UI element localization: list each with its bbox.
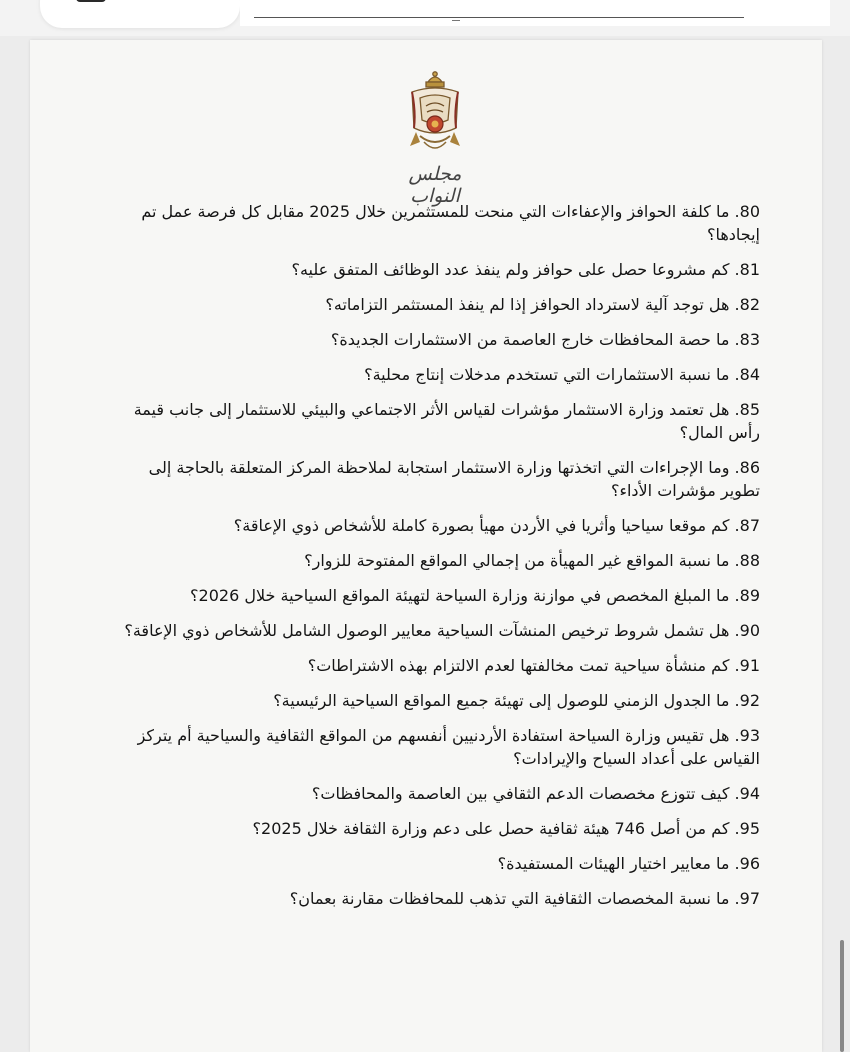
question-text: كيف تتوزع مخصصات الدعم الثقافي بين العاصمة والمحافظات؟ — [311, 784, 730, 803]
question-text: هل تقيس وزارة السياحة استفادة الأردنيين أنفسهم من المواقع الثقافية والسياحية أم يتركز القياس على أعداد السياح والإيرادات؟ — [137, 726, 760, 768]
question-item — [112, 293, 760, 316]
question-number: 89. — [734, 586, 760, 605]
toolbar-handle[interactable] — [76, 0, 106, 2]
page-rule-mark — [452, 20, 460, 21]
parliament-name: مجلس النواب — [408, 163, 462, 207]
question-text: كم مشروعا حصل على حوافز ولم ينفذ عدد الوظائف المتفق عليه؟ — [291, 260, 730, 279]
question-text: ما كلفة الحوافز والإعفاءات التي منحت للمستثمرين خلال 2025 مقابل كل فرصة عمل تم إيجادها؟ — [141, 202, 760, 244]
question-number: 83. — [734, 330, 760, 349]
question-item — [112, 258, 760, 281]
question-number: 94. — [734, 784, 760, 803]
question-item — [112, 887, 760, 910]
question-number: 90. — [734, 621, 760, 640]
question-item — [112, 549, 760, 572]
question-text: ما معايير اختيار الهيئات المستفيدة؟ — [497, 854, 730, 873]
question-item — [112, 200, 760, 246]
question-text: وما الإجراءات التي اتخذتها وزارة الاستثمار استجابة لملاحظة المركز المتعلقة بالحاجة إلى تطوير مؤشرات الأداء؟ — [148, 458, 760, 500]
question-item — [112, 817, 760, 840]
jordan-coat-of-arms-icon — [402, 68, 468, 160]
previous-page-bottom — [240, 0, 830, 26]
question-number: 84. — [734, 365, 760, 384]
question-text: هل تشمل شروط ترخيص المنشآت السياحية معايير الوصول الشامل للأشخاص ذوي الإعاقة؟ — [124, 621, 730, 640]
question-text: هل تعتمد وزارة الاستثمار مؤشرات لقياس الأثر الاجتماعي والبيئي للاستثمار إلى جانب قيمة رأس المال؟ — [133, 400, 760, 442]
questions-list — [112, 200, 760, 922]
question-item — [112, 363, 760, 386]
question-item — [112, 782, 760, 805]
question-number: 93. — [734, 726, 760, 745]
question-item — [112, 328, 760, 351]
question-item — [112, 724, 760, 770]
question-number: 91. — [734, 656, 760, 675]
question-text: كم منشأة سياحية تمت مخالفتها لعدم الالتزام بهذه الاشتراطات؟ — [307, 656, 730, 675]
question-text: ما نسبة المواقع غير المهيأة من إجمالي المواقع المفتوحة للزوار؟ — [304, 551, 730, 570]
question-item — [112, 654, 760, 677]
question-number: 87. — [734, 516, 760, 535]
question-text: كم موقعا سياحيا وأثريا في الأردن مهيأ بصورة كاملة للأشخاص ذوي الإعاقة؟ — [233, 516, 730, 535]
question-number: 95. — [734, 819, 760, 838]
question-number: 88. — [734, 551, 760, 570]
question-number: 97. — [734, 889, 760, 908]
question-text: ما الجدول الزمني للوصول إلى تهيئة جميع المواقع السياحية الرئيسية؟ — [273, 691, 730, 710]
question-number: 82. — [734, 295, 760, 314]
question-number: 92. — [734, 691, 760, 710]
question-text: ما المبلغ المخصص في موازنة وزارة السياحة لتهيئة المواقع السياحية خلال 2026؟ — [190, 586, 730, 605]
floating-toolbar-card[interactable] — [40, 0, 240, 28]
question-text: هل توجد آلية لاسترداد الحوافز إذا لم ينفذ المستثمر التزاماته؟ — [325, 295, 730, 314]
scrollbar-thumb[interactable] — [840, 940, 844, 1052]
question-text: كم من أصل 746 هيئة ثقافية حصل على دعم وزارة الثقافة خلال 2025؟ — [252, 819, 730, 838]
question-number: 85. — [734, 400, 760, 419]
question-number: 86. — [734, 458, 760, 477]
question-item — [112, 398, 760, 444]
page-rule-line — [254, 17, 744, 18]
question-text: ما نسبة الاستثمارات التي تستخدم مدخلات إنتاج محلية؟ — [364, 365, 730, 384]
question-number: 96. — [734, 854, 760, 873]
question-item — [112, 514, 760, 537]
question-text: ما نسبة المخصصات الثقافية التي تذهب للمحافظات مقارنة بعمان؟ — [289, 889, 730, 908]
question-item — [112, 584, 760, 607]
question-number: 80. — [734, 202, 760, 221]
question-text: ما حصة المحافظات خارج العاصمة من الاستثمارات الجديدة؟ — [330, 330, 730, 349]
question-item — [112, 619, 760, 642]
question-item — [112, 456, 760, 502]
question-number: 81. — [734, 260, 760, 279]
question-item — [112, 689, 760, 712]
question-item — [112, 852, 760, 875]
